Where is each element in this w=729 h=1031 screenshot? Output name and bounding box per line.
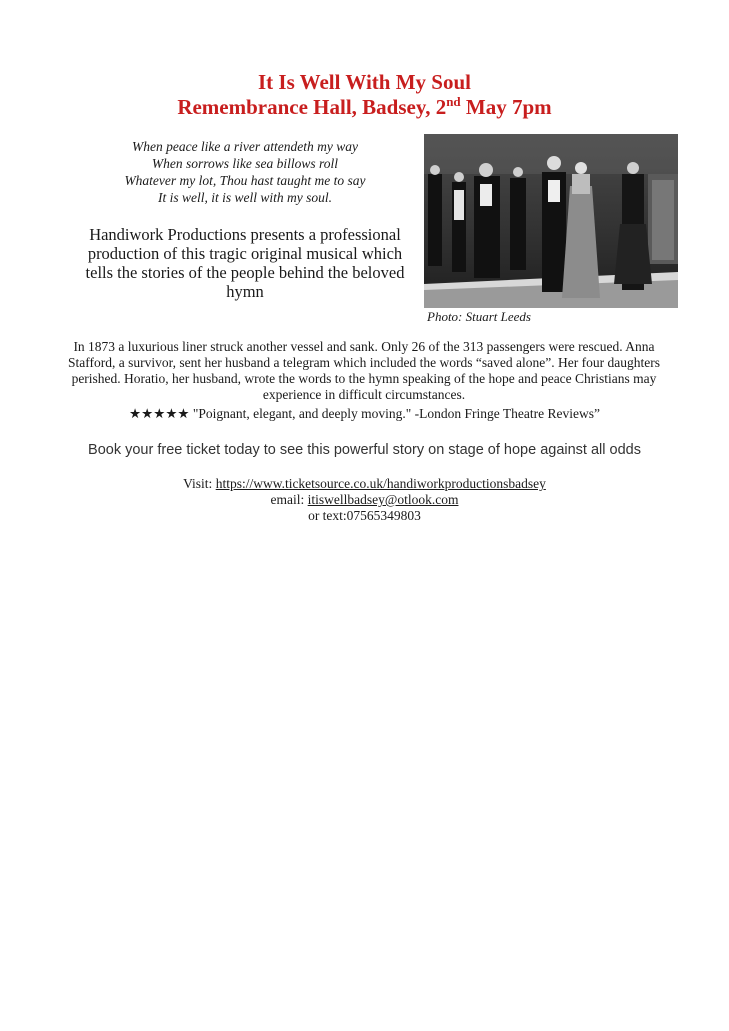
email-line	[0, 492, 729, 508]
contact-details	[0, 476, 729, 524]
event-venue-date	[0, 95, 729, 120]
story-paragraph: In 1873 a luxurious liner struck another vessel and sank. Only 26 of the 313 passengers were rescued. Anna Stafford, a survivor, sent her husband a telegram which included the words “saved alone”. Her four daughters perished. Horatio, her husband, wrote the words to the hymn speaking of the hope and peace Christians may experience in difficult circumstances.	[68, 339, 660, 402]
event-title: It Is Well With My Soul	[258, 70, 471, 94]
stage-photo-illustration	[424, 134, 678, 308]
event-title-block	[0, 70, 729, 120]
email-link[interactable]: itiswellbadsey@otlook.com	[307, 492, 459, 507]
hymn-lyrics	[78, 138, 412, 206]
visit-line	[0, 476, 729, 492]
date-ordinal: nd	[446, 94, 461, 109]
lyric-line: It is well, it is well with my soul.	[157, 190, 332, 205]
stage-photo	[424, 134, 678, 308]
lyric-line: When sorrows like sea billows roll	[151, 156, 339, 171]
review-quote: ★★★★★ "Poignant, elegant, and deeply moving." -London Fringe Theatre Reviews”	[129, 406, 600, 421]
lyric-line: When peace like a river attendeth my way	[131, 139, 359, 154]
photo-credit: Photo: Stuart Leeds	[427, 309, 531, 324]
date-time-text: May 7pm	[460, 95, 552, 119]
production-intro: Handiwork Productions presents a professional production of this tragic original musical which tells the stories of the people behind the beloved hymn	[85, 225, 405, 301]
email-label: email:	[270, 492, 308, 507]
lyric-line: Whatever my lot, Thou hast taught me to say	[124, 173, 366, 188]
visit-label: Visit:	[183, 476, 216, 491]
text-line: or text:07565349803	[308, 508, 421, 523]
ticket-link[interactable]: https://www.ticketsource.co.uk/handiworkproductionsbadsey	[215, 476, 546, 491]
venue-text: Remembrance Hall, Badsey, 2	[177, 95, 447, 119]
booking-call-to-action: Book your free ticket today to see this powerful story on stage of hope against all odds	[88, 442, 641, 458]
